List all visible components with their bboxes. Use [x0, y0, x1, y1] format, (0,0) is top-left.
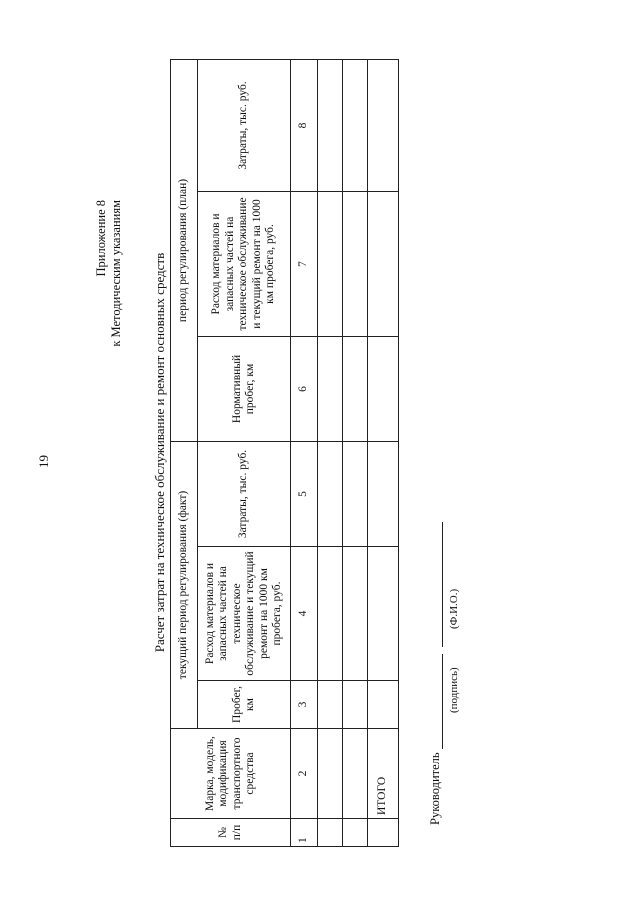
table-cell: [343, 681, 368, 729]
table-cell: [368, 59, 399, 191]
header-norm-mileage: Нормативный пробег, км: [198, 336, 291, 441]
table-cell: [343, 819, 368, 847]
column-number: 4: [291, 547, 318, 681]
column-number: 8: [291, 59, 318, 191]
column-number: 5: [291, 441, 318, 546]
table-cell: [368, 191, 399, 336]
table-cell: [318, 59, 343, 191]
table-cell: [368, 681, 399, 729]
header-costs-plan: Затраты, тыс. руб.: [198, 59, 291, 191]
table-cell: [368, 441, 399, 546]
table-cell: [318, 819, 343, 847]
signature-line: [442, 654, 443, 749]
table-cell: [343, 441, 368, 546]
table-row: [318, 59, 343, 846]
name-hint: (Ф.И.О.): [448, 588, 460, 629]
table-cell: [318, 681, 343, 729]
table-cell: [368, 336, 399, 441]
table-cell: [318, 547, 343, 681]
table-cell: [318, 729, 343, 819]
table-header-row: [171, 59, 198, 846]
column-number: 3: [291, 681, 318, 729]
header-group-fact: текущий период регулирования (факт): [171, 441, 198, 728]
table-cell: [343, 336, 368, 441]
header-brand: Марка, модель, модификация транспортного средства: [171, 729, 291, 819]
column-number: 6: [291, 336, 318, 441]
column-number: 7: [291, 191, 318, 336]
page-number: 19: [36, 455, 51, 468]
name-line: [442, 522, 443, 647]
table-cell: [318, 441, 343, 546]
table-cell: [368, 819, 399, 847]
signature-block: [428, 522, 460, 825]
column-number: 1: [291, 819, 318, 847]
header-mileage: Пробег, км: [198, 681, 291, 729]
signature-hint: (подпись): [448, 667, 460, 713]
table-cell: [318, 191, 343, 336]
table-row: [343, 59, 368, 846]
header-no: № п/п: [171, 819, 291, 847]
table-cell: [343, 729, 368, 819]
header-materials-fact: Расход материалов и запасных частей на техническое обслуживание и текущий ремонт на 1000 км пробега, руб.: [198, 547, 291, 681]
appendix-line-2: к Методическим указаниям: [109, 200, 123, 347]
column-number: 2: [291, 729, 318, 819]
column-number-row: [291, 59, 318, 846]
header-materials-plan: Расход материалов и запасных частей на техническое обслуживание и текущий ремонт на 1000 км пробега, руб.: [198, 191, 291, 336]
header-group-plan: период регулирования (план): [171, 59, 198, 441]
head-label: Руководитель: [428, 752, 442, 825]
table-cell: [318, 336, 343, 441]
document-title: Расчет затрат на техническое обслуживание и ремонт основных средств: [152, 252, 167, 653]
cost-table: [170, 59, 399, 847]
table-cell: [343, 547, 368, 681]
table-subheader-row: [198, 59, 291, 846]
table-cell: [343, 59, 368, 191]
appendix-line-1: Приложение 8: [94, 200, 108, 277]
total-label: ИТОГО: [368, 729, 399, 819]
total-row: [368, 59, 399, 846]
appendix-note: [94, 200, 124, 347]
table-cell: [343, 191, 368, 336]
header-costs-fact: Затраты, тыс. руб.: [198, 441, 291, 546]
table-cell: [368, 547, 399, 681]
